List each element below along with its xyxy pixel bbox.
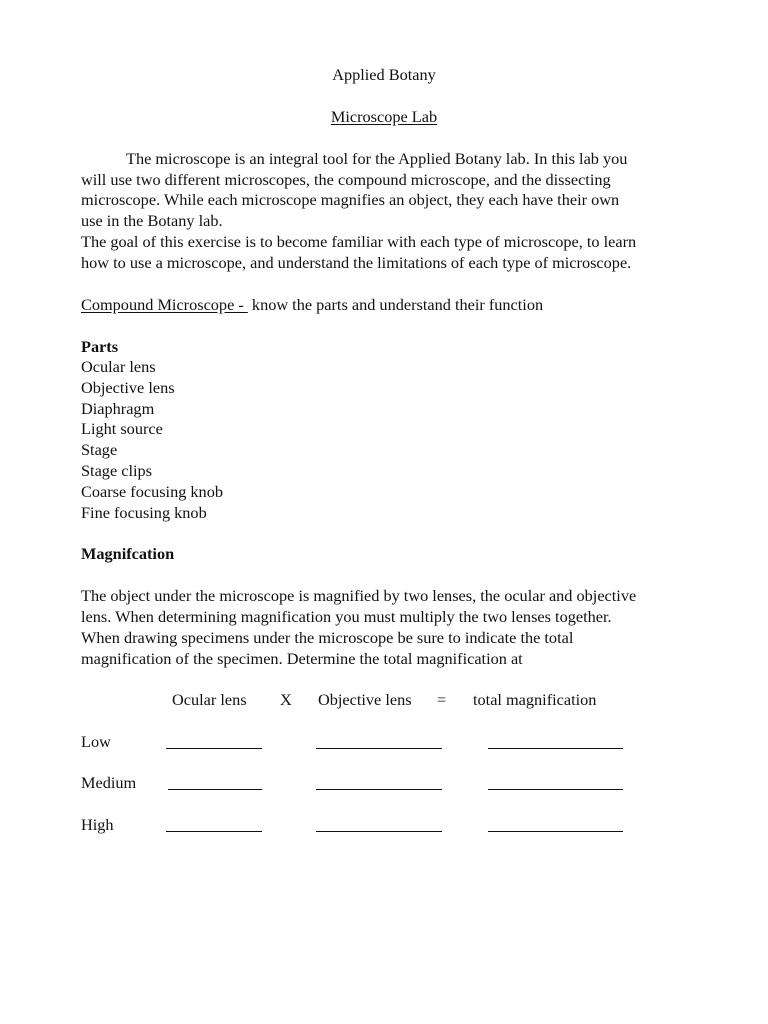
row-label-low: Low xyxy=(81,732,111,751)
row-label-medium: Medium xyxy=(81,773,137,792)
low-total-blank[interactable] xyxy=(488,748,623,749)
intro-line-4: use in the Botany lab. xyxy=(81,211,223,230)
medium-ocular-blank[interactable] xyxy=(168,789,262,790)
part-item: Diaphragm xyxy=(81,399,155,418)
part-item: Stage xyxy=(81,440,118,459)
medium-objective-blank[interactable] xyxy=(316,789,442,790)
header-total-magnification: total magnification xyxy=(473,690,597,709)
medium-total-blank[interactable] xyxy=(488,789,623,790)
part-item: Fine focusing knob xyxy=(81,503,207,522)
high-total-blank[interactable] xyxy=(488,831,623,832)
magnification-line-2: lens. When determining magnification you must multiply the two lenses together. xyxy=(81,607,612,626)
row-label-high: High xyxy=(81,815,114,834)
header-equals: = xyxy=(437,690,447,709)
part-item: Light source xyxy=(81,419,163,438)
goal-line-2: how to use a microscope, and understand the limitations of each type of microscope. xyxy=(81,253,632,272)
compound-heading-label: Compound Microscope - xyxy=(81,295,248,314)
course-title: Applied Botany xyxy=(332,65,436,84)
lab-title: Microscope Lab xyxy=(330,107,438,126)
part-item: Objective lens xyxy=(81,378,175,397)
magnification-line-1: The object under the microscope is magnified by two lenses, the ocular and objective xyxy=(81,586,637,605)
intro-line-3: microscope. While each microscope magnifies an object, they each have their own xyxy=(81,190,620,209)
high-objective-blank[interactable] xyxy=(316,831,442,832)
compound-heading-note: know the parts and understand their function xyxy=(247,295,544,314)
intro-line-1: The microscope is an integral tool for the Applied Botany lab. In this lab you xyxy=(126,149,628,168)
part-item: Coarse focusing knob xyxy=(81,482,223,501)
compound-microscope-heading xyxy=(81,295,543,315)
low-ocular-blank[interactable] xyxy=(166,748,262,749)
part-item: Stage clips xyxy=(81,461,152,480)
goal-line-1: The goal of this exercise is to become familiar with each type of microscope, to learn xyxy=(81,232,637,251)
high-ocular-blank[interactable] xyxy=(166,831,262,832)
magnification-heading: Magnifcation xyxy=(81,544,175,563)
magnification-line-3: When drawing specimens under the microscope be sure to indicate the total xyxy=(81,628,574,647)
header-objective-lens: Objective lens xyxy=(318,690,412,709)
intro-line-2: will use two different microscopes, the compound microscope, and the dissecting xyxy=(81,170,611,189)
low-objective-blank[interactable] xyxy=(316,748,442,749)
header-ocular-lens: Ocular lens xyxy=(172,690,247,709)
magnification-line-4: magnification of the specimen. Determine the total magnification at xyxy=(81,649,523,668)
part-item: Ocular lens xyxy=(81,357,156,376)
header-times: X xyxy=(280,690,292,709)
parts-heading: Parts xyxy=(81,337,119,356)
